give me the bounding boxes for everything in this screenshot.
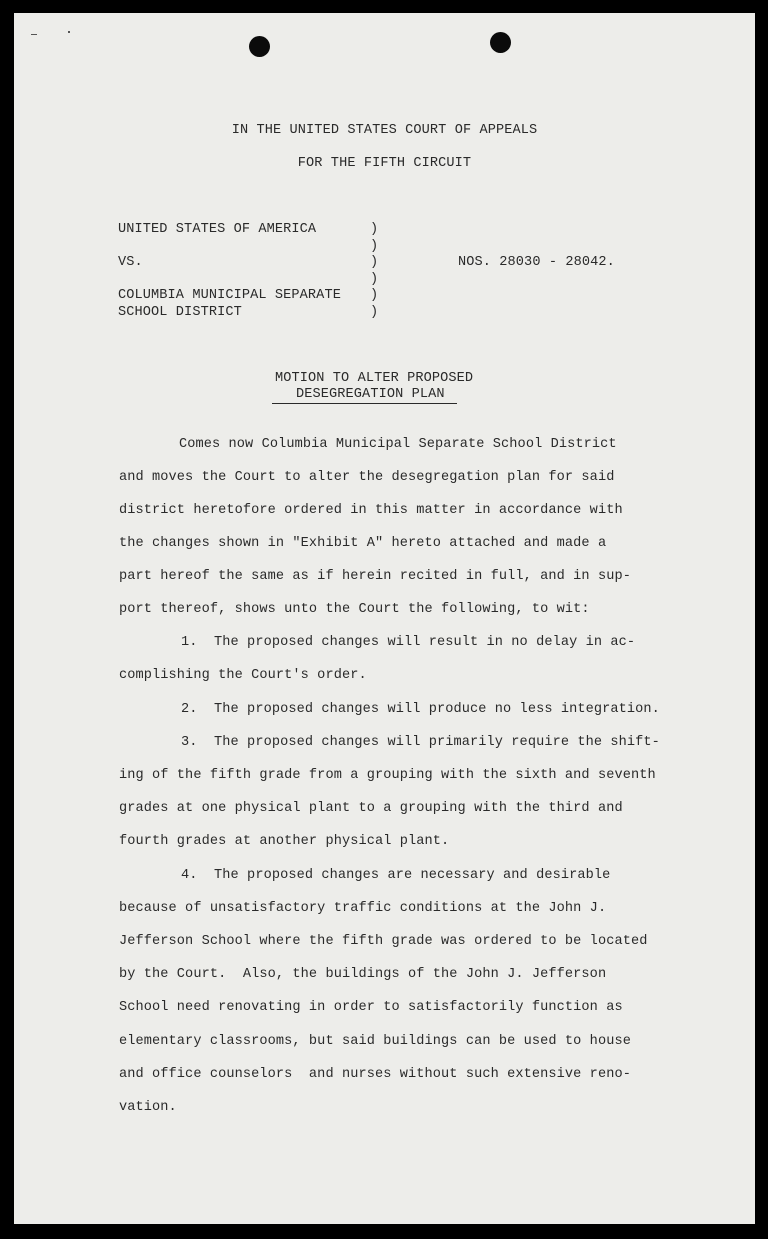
caption-bracket: ) xyxy=(370,239,379,254)
body-line: the changes shown in "Exhibit A" hereto attached and made a xyxy=(119,536,607,551)
court-heading-line-2: FOR THE FIFTH CIRCUIT xyxy=(297,156,472,171)
body-line: vation. xyxy=(119,1100,177,1115)
punch-hole-right xyxy=(490,32,511,53)
case-numbers: NOS. 28030 - 28042. xyxy=(458,255,615,270)
body-line: by the Court. Also, the buildings of the John J. Jefferson xyxy=(119,967,607,982)
body-line: and moves the Court to alter the desegregation plan for said xyxy=(119,470,615,485)
body-line: port thereof, shows unto the Court the following, to wit: xyxy=(119,602,590,617)
caption-plaintiff: UNITED STATES OF AMERICA xyxy=(118,222,317,237)
list-item-1: 1. The proposed changes will result in no delay in ac- xyxy=(181,635,636,650)
court-heading-line-1: IN THE UNITED STATES COURT OF APPEALS xyxy=(231,123,538,138)
motion-title-line-1: MOTION TO ALTER PROPOSED xyxy=(275,371,474,386)
list-item-2: 2. The proposed changes will produce no less integration. xyxy=(181,702,660,717)
caption-bracket: ) xyxy=(370,272,379,287)
document-page xyxy=(14,13,755,1224)
caption-defendant-line-2: SCHOOL DISTRICT xyxy=(118,305,242,320)
body-line: complishing the Court's order. xyxy=(119,668,367,683)
caption-bracket: ) xyxy=(370,288,379,303)
motion-title-line-2: DESEGREGATION PLAN xyxy=(272,387,457,404)
caption-bracket: ) xyxy=(370,255,379,270)
scan-mark xyxy=(68,31,70,33)
list-item-3: 3. The proposed changes will primarily require the shift- xyxy=(181,735,660,750)
body-line: Comes now Columbia Municipal Separate School District xyxy=(179,437,617,452)
body-line: district heretofore ordered in this matter in accordance with xyxy=(119,503,623,518)
body-line: elementary classrooms, but said buildings can be used to house xyxy=(119,1034,631,1049)
body-line: grades at one physical plant to a grouping with the third and xyxy=(119,801,623,816)
caption-bracket: ) xyxy=(370,305,379,320)
list-item-4: 4. The proposed changes are necessary and desirable xyxy=(181,868,611,883)
caption-bracket: ) xyxy=(370,222,379,237)
body-line: because of unsatisfactory traffic conditions at the John J. xyxy=(119,901,607,916)
body-line: part hereof the same as if herein recited in full, and in sup- xyxy=(119,569,631,584)
scan-mark xyxy=(31,34,37,35)
caption-defendant-line-1: COLUMBIA MUNICIPAL SEPARATE xyxy=(118,288,341,303)
body-line: fourth grades at another physical plant. xyxy=(119,834,450,849)
body-line: and office counselors and nurses without such extensive reno- xyxy=(119,1067,631,1082)
caption-versus: VS. xyxy=(118,255,143,270)
body-line: ing of the fifth grade from a grouping with the sixth and seventh xyxy=(119,768,656,783)
body-line: Jefferson School where the fifth grade was ordered to be located xyxy=(119,934,648,949)
body-line: School need renovating in order to satisfactorily function as xyxy=(119,1000,623,1015)
punch-hole-left xyxy=(249,36,270,57)
